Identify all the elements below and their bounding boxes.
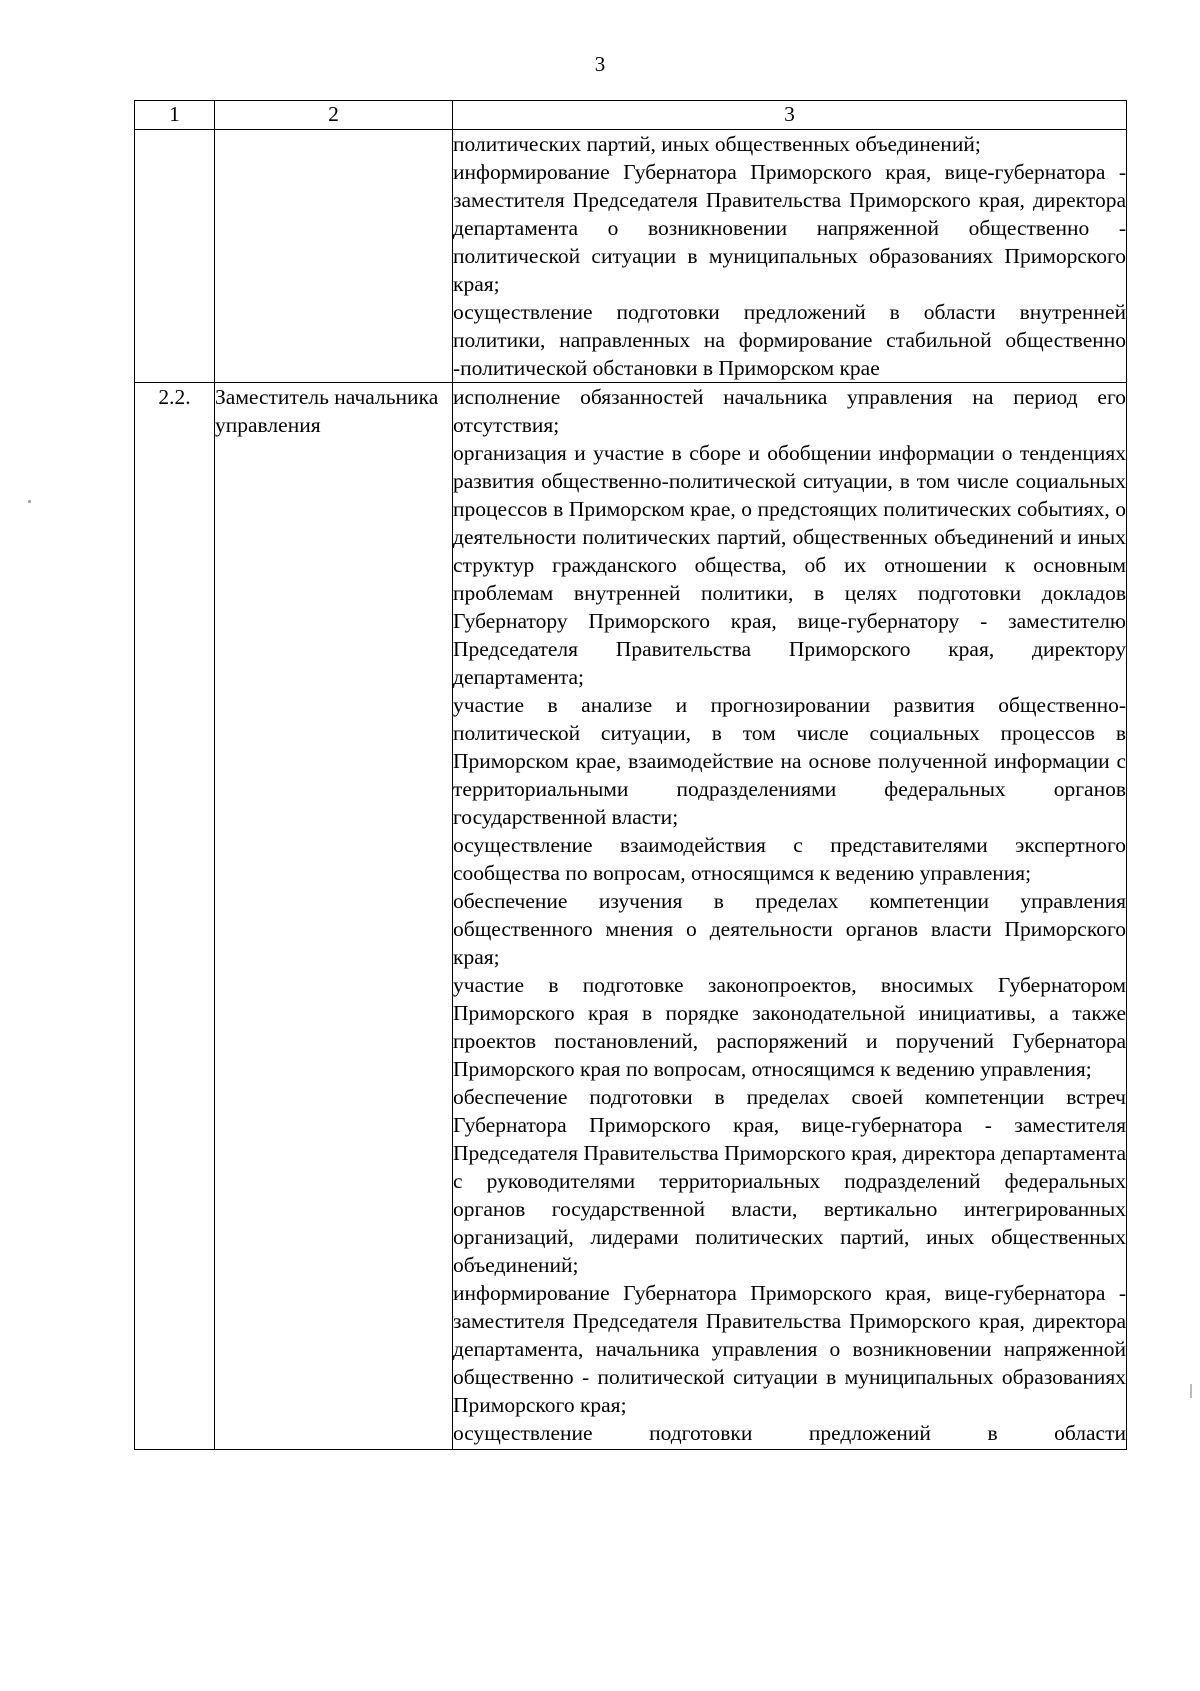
duties-cell	[453, 130, 1127, 383]
duties-cell	[453, 383, 1127, 1450]
scan-speck	[28, 500, 31, 503]
duty-item: осуществление подготовки предложений в области	[453, 1421, 1126, 1445]
duty-item: информирование Губернатора Приморского края, вице-губернатора - заместителя Председателя Правительства Приморского края, директора департамента, начальника управления о возникновении напряженной общественно - политической ситуации в муниципальных образованиях Приморского края;	[453, 1281, 1126, 1417]
duty-item: обеспечение подготовки в пределах своей компетенции встреч Губернатора Приморского края, вице-губернатора - заместителя Председателя Правительства Приморского края, директора департамента с руководителями территориальных подразделений федеральных органов государственной власти, вертикально интегрированных организаций, лидерами политических партий, иных общественных объединений;	[453, 1085, 1126, 1277]
row-number: 2.2.	[135, 383, 215, 1450]
duty-item: политических партий, иных общественных объединений;	[453, 132, 981, 156]
page-number: 3	[594, 52, 606, 76]
duty-item: осуществление подготовки предложений в области внутренней политики, направленных на формирование стабильной общественно -политической обстановки в Приморском крае	[453, 300, 1126, 380]
table-row	[135, 130, 1127, 383]
duty-item: организация и участие в сборе и обобщении информации о тенденциях развития общественно-политической ситуации, в том числе социальных процессов в Приморском крае, о предстоящих политических событиях, о деятельности политических партий, общественных объединений и иных структур гражданского общества, об их отношении к основным проблемам внутренней политики, в целях подготовки докладов Губернатору Приморского края, вице-губернатору - заместителю Председателя Правительства Приморского края, директору департамента;	[453, 441, 1126, 689]
column-header-3: 3	[453, 101, 1127, 130]
table-header-row	[135, 101, 1127, 130]
duty-item: участие в подготовке законопроектов, вносимых Губернатором Приморского края в порядке законодательной инициативы, а также проектов постановлений, распоряжений и поручений Губернатора Приморского края по вопросам, относящимся к ведению управления;	[453, 973, 1126, 1081]
duties-table	[134, 100, 1127, 1450]
position-title: Заместитель начальника управления	[215, 383, 453, 1450]
position-title	[215, 130, 453, 383]
table-row	[135, 383, 1127, 1450]
duty-item: обеспечение изучения в пределах компетенции управления общественного мнения о деятельности органов власти Приморского края;	[453, 889, 1126, 969]
duty-item: исполнение обязанностей начальника управления на период его отсутствия;	[453, 385, 1126, 437]
duty-item: осуществление взаимодействия с представителями экспертного сообщества по вопросам, относящимся к ведению управления;	[453, 833, 1126, 885]
duty-item: информирование Губернатора Приморского края, вице-губернатора - заместителя Председателя Правительства Приморского края, директора департамента о возникновении напряженной общественно - политической ситуации в муниципальных образованиях Приморского края;	[453, 160, 1126, 296]
scan-edge-mark	[1190, 1384, 1192, 1398]
row-number	[135, 130, 215, 383]
column-header-1: 1	[135, 101, 215, 130]
column-header-2: 2	[215, 101, 453, 130]
duty-item: участие в анализе и прогнозировании развития общественно-политической ситуации, в том числе социальных процессов в Приморском крае, взаимодействие на основе полученной информации с территориальными подразделениями федеральных органов государственной власти;	[453, 693, 1126, 829]
